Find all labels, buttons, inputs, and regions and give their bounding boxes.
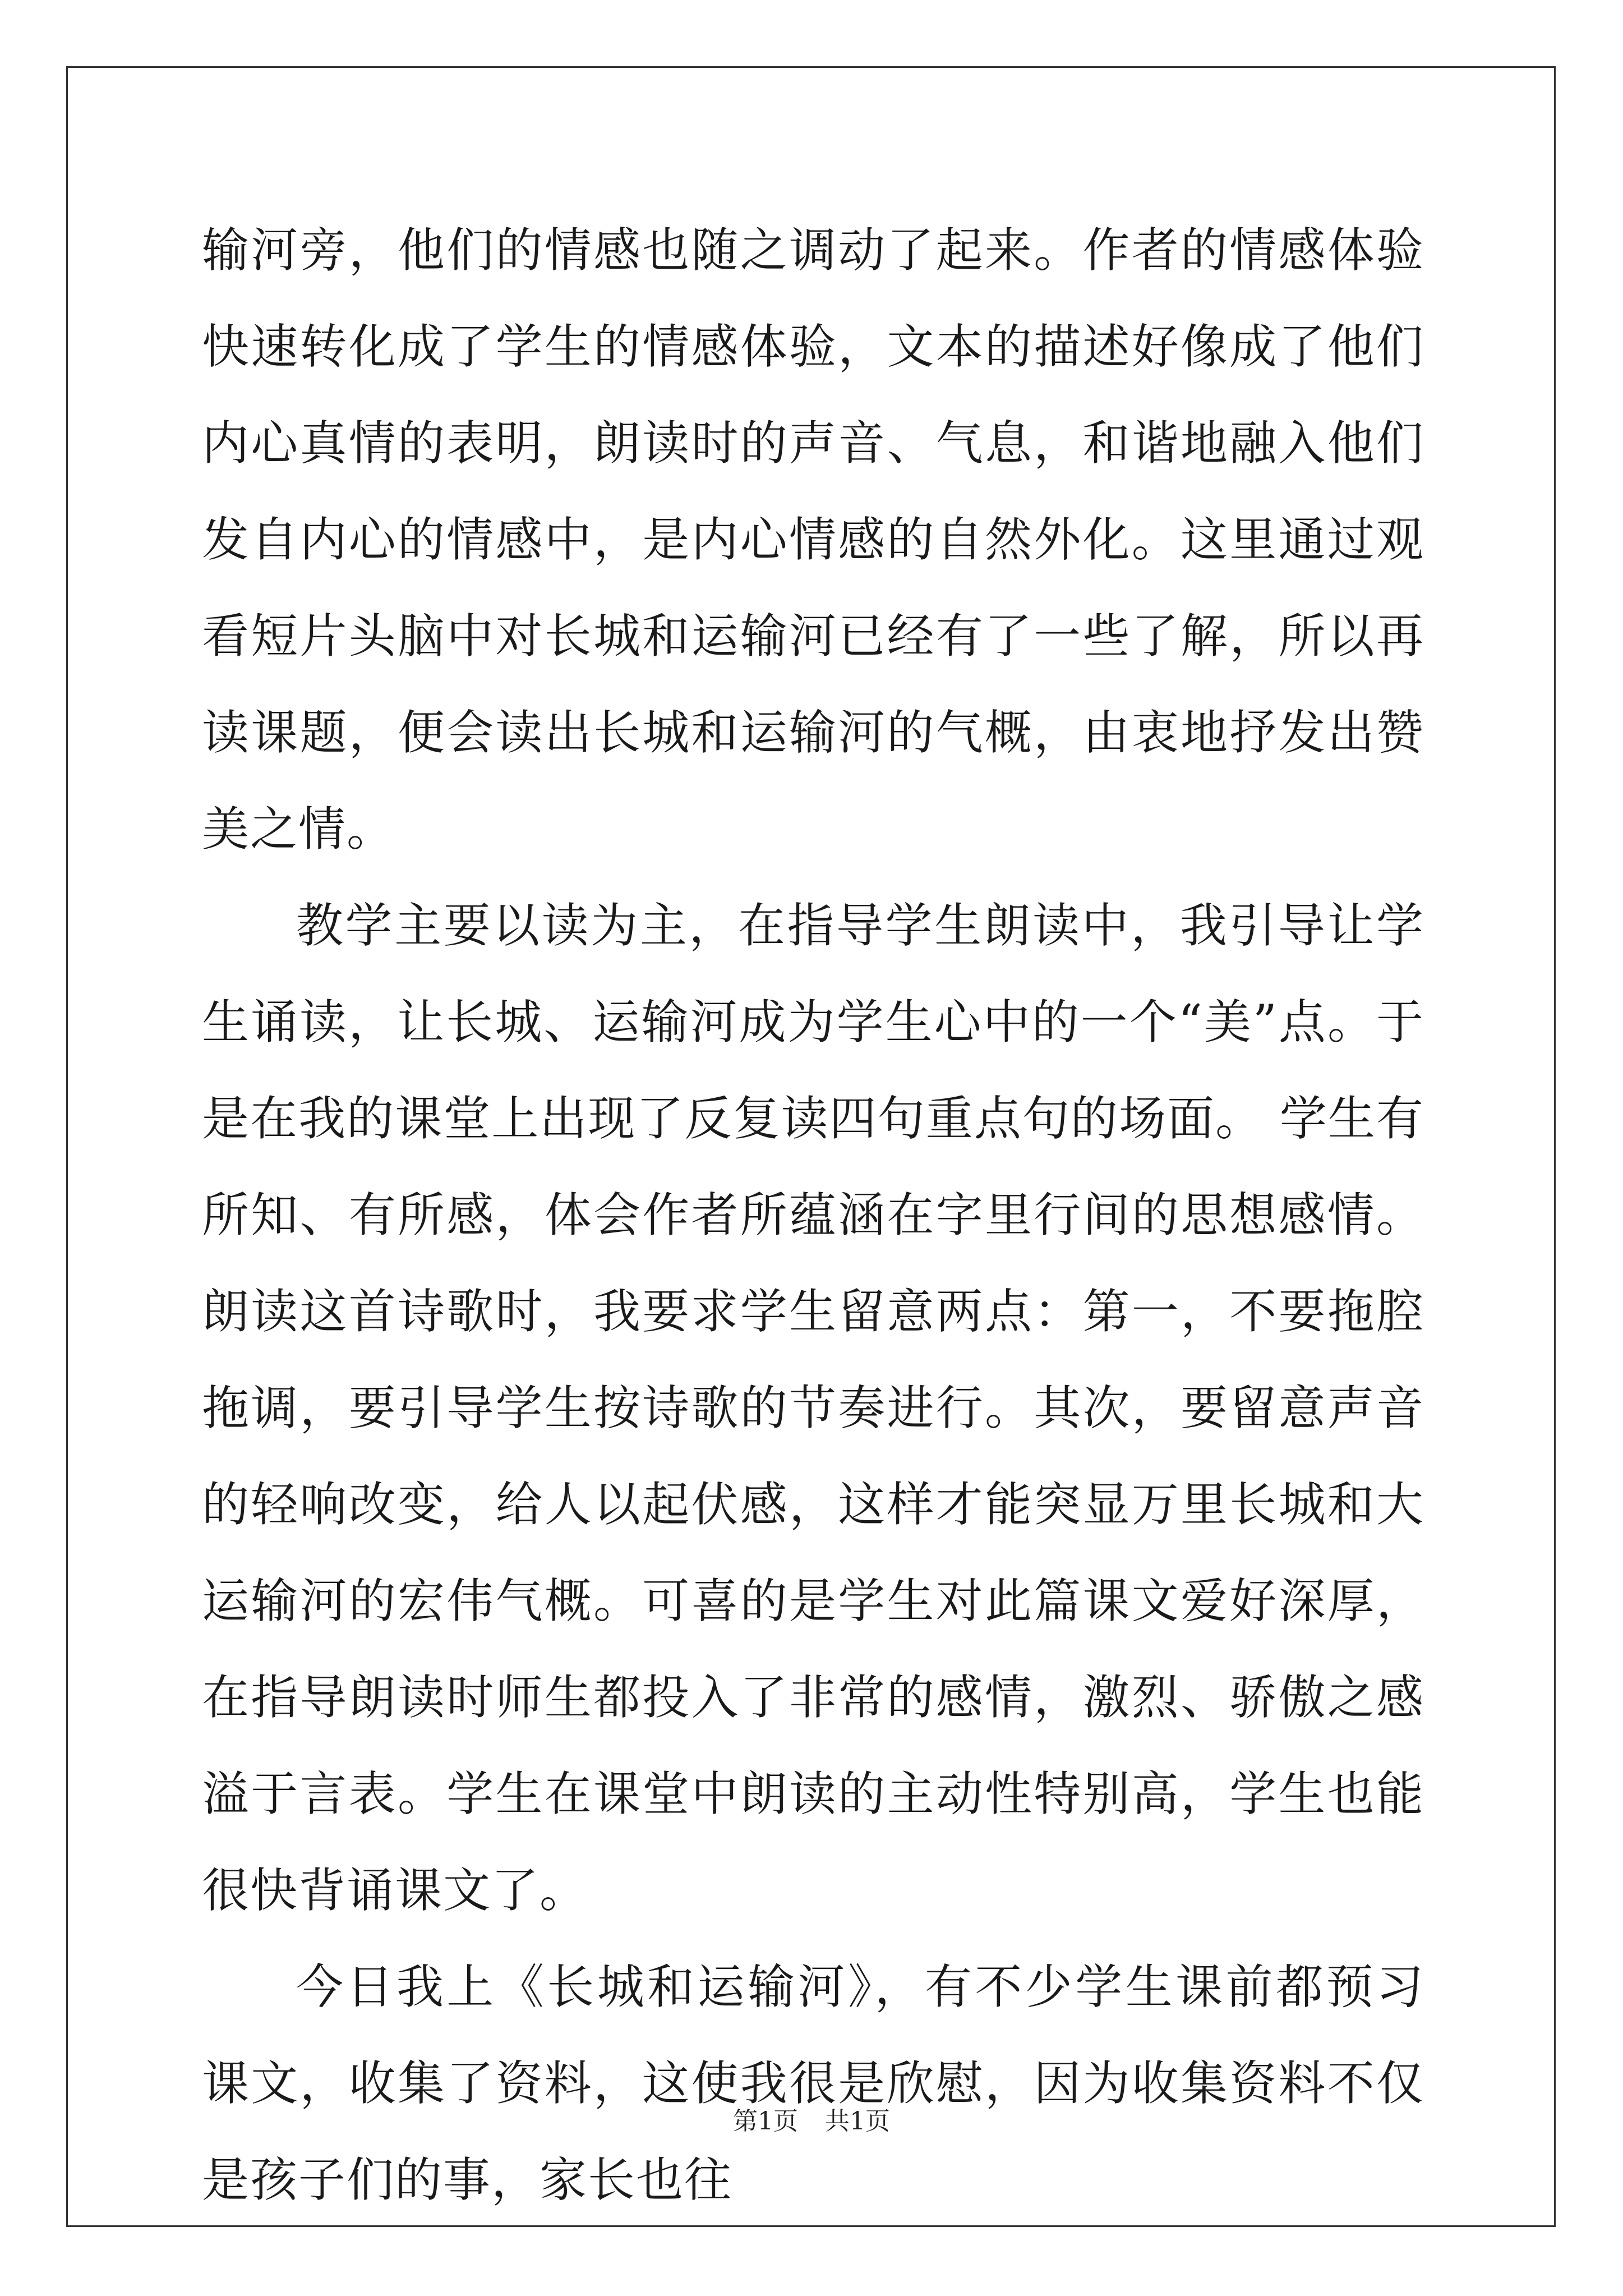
paragraph-3: 今日我上《长城和运输河》，有不少学生课前都预习课文，收集了资料，这使我很是欣慰，因为收集资料不仅是孩子们的事，家长也往 (202, 1959, 1424, 2207)
paragraph-2: 教学主要以读为主，在指导学生朗读中，我引导让学生诵读，让长城、运输河成为学生心中的一个“美”点。于是在我的课堂上出现了反复读四句重点句的场面。 学生有所知、有所感，体会作者所蕴涵在字里行间的思想感情。朗读这首诗歌时，我要求学生留意两点：第一，不要拖腔拖调，要引导学生按诗歌的节奏进行。其次，要留意声音的轻响改变，给人以起伏感，这样才能突显万里长城和大运输河的宏伟气概。可喜的是学生对此篇课文爱好深厚，在指导朗读时师生都投入了非常的感情，激烈、骄傲之感溢于言表。学生在课堂中朗读的主动性特别高，学生也能很快背诵课文了。 (202, 898, 1424, 1918)
page-total: 共1页 (825, 2107, 890, 2136)
page-number: 第1页 (733, 2107, 798, 2136)
page-footer (0, 2105, 1623, 2138)
document-body (202, 202, 1424, 2228)
paragraph-1: 输河旁，他们的情感也随之调动了起来。作者的情感体验快速转化成了学生的情感体验，文本的描述好像成了他们内心真情的表明，朗读时的声音、气息，和谐地融入他们发自内心的情感中，是内心情感的自然外化。这里通过观看短片头脑中对长城和运输河已经有了一些了解，所以再读课题，便会读出长城和运输河的气概，由衷地抒发出赞美之情。 (202, 223, 1424, 857)
